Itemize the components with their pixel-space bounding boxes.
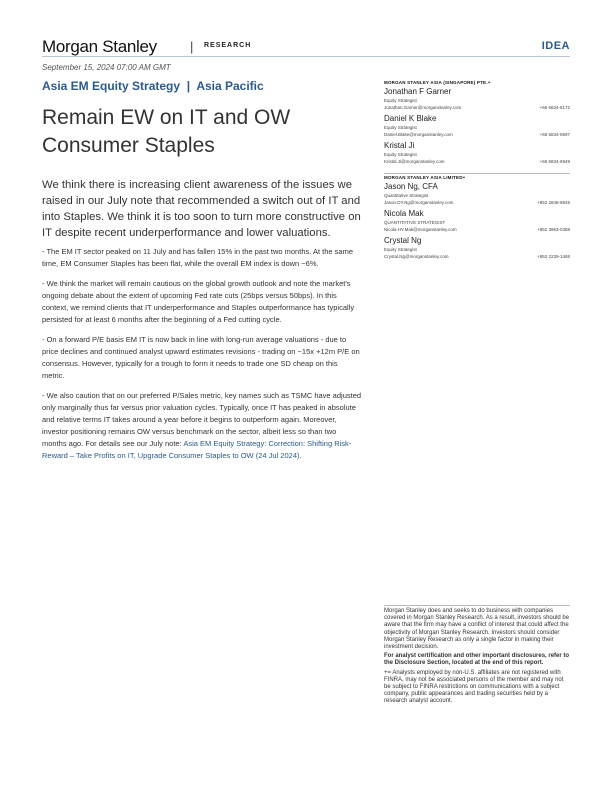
analyst-card <box>384 87 570 112</box>
analyst-phone: +65 6834-6949 <box>539 159 570 164</box>
analyst-card <box>384 209 570 234</box>
org-name: MORGAN STANLEY ASIA (SINGAPORE) PTE.+ <box>384 80 491 85</box>
analyst-role: Equity Strategist <box>384 152 417 157</box>
finra-notice: += Analysts employed by non-U.S. affiliates are not registered with FINRA, may not be associated persons of the member and may not be subject to FINRA restrictions on communications with a subject company, public appearances and trading securities held by a research analyst account. <box>384 669 564 705</box>
disclaimer-box <box>384 608 570 708</box>
analyst-name: Kristal Ji <box>384 141 415 150</box>
analyst-role: Equity Strategist <box>384 125 417 130</box>
analyst-phone: +65 6834-6597 <box>539 132 570 137</box>
report-title: Remain EW on IT and OW Consumer Staples <box>42 106 291 157</box>
analyst-role: Quantitative Strategist <box>384 193 429 198</box>
research-label: RESEARCH <box>204 42 252 49</box>
subject-separator: | <box>186 79 191 93</box>
analyst-card <box>384 182 570 207</box>
morgan-stanley-logo: Morgan Stanley <box>42 37 157 56</box>
header-separator: | <box>190 39 194 54</box>
analyst-email[interactable]: Jonathan.Garner@morganstanley.com <box>384 105 462 110</box>
analyst-name: Jason Ng, CFA <box>384 182 438 191</box>
publication-date: September 15, 2024 07:00 AM GMT <box>42 63 171 72</box>
analyst-card <box>384 236 570 261</box>
region-name: Asia Pacific <box>196 79 264 93</box>
strategy-name: Asia EM Equity Strategy <box>42 79 181 93</box>
bullet-text: - We also caution that on our preferred P/Sales metric, key names such as TSMC have adjusted only marginally thus far versus prior valuation cycles. Typically, once IT has peaked in absolute and relative terms IT takes around a year before it begins to outperform again. Moreover, investor positioning remains OW versus benchmark on the sector, albeit less so than two months ago. For details see our July note: <box>42 391 362 448</box>
bullet-point: - The EM IT sector peaked on 11 July and has fallen 15% in the past two months. At the same time, EM Consumer Staples has been flat, while the overall EM index is down ~6%. <box>42 247 354 268</box>
certification-notice: For analyst certification and other important disclosures, refer to the Disclosure Section, located at the end of this report. <box>384 653 570 667</box>
analyst-contacts <box>384 78 570 261</box>
analyst-role: Equity Strategist <box>384 247 417 252</box>
analyst-email[interactable]: Nicola.HY.Mak@morganstanley.com <box>384 227 457 232</box>
analyst-email[interactable]: Daniel.Blake@morganstanley.com <box>384 132 453 137</box>
analyst-name: Crystal Ng <box>384 236 422 245</box>
org-name: MORGAN STANLEY ASIA LIMITED+ <box>384 173 570 180</box>
bullet-point: - On a forward P/E basis EM IT is now back in line with long-run average valuations - due to price declines and continued analyst upward estimates revisions - trading on ~15x +12m P/E on consensus. However, typically for a trough to form it needs to trade one SD cheap on this metric. <box>42 335 360 380</box>
analyst-name: Nicola Mak <box>384 209 424 218</box>
conflict-notice: Morgan Stanley does and seeks to do business with companies covered in Morgan Stanley Research. As a result, investors should be aware that the firm may have a conflict of interest that could affect the objectivity of Morgan Stanley Research. Investors should consider Morgan Stanley Research as only a single factor in making their investment decision. <box>384 608 570 651</box>
bullet-end: . <box>299 451 302 460</box>
header-rule <box>42 56 570 57</box>
subject-line <box>42 79 264 93</box>
analyst-name: Jonathan F Garner <box>384 87 452 96</box>
analyst-email[interactable]: Jason.DY.Ng@morganstanley.com <box>384 200 454 205</box>
analyst-email[interactable]: Kristal.Ji@morganstanley.com <box>384 159 445 164</box>
analyst-phone: +852 3963-0368 <box>537 227 570 232</box>
lead-paragraph: We think there is increasing client awareness of the issues we raised in our July note that recommended a switch out of IT and into Staples. We think it is too soon to turn more constructive on IT despite recent underperformance and lower valuations. <box>42 179 361 239</box>
idea-badge: IDEA <box>541 40 570 52</box>
analyst-card <box>384 114 570 139</box>
analyst-card <box>384 141 570 166</box>
analyst-phone: +65 6834-8172 <box>539 105 570 110</box>
analyst-role: QUANTITATIVE STRATEGIST <box>384 220 446 225</box>
bullet-list <box>42 246 362 470</box>
july-note-link[interactable]: Asia EM Equity Strategy: Correction: Shifting Risk-Reward – Take Profits on IT, Upgrade Consumer Staples to OW (24 Jul 2024) <box>42 439 352 460</box>
analyst-name: Daniel K Blake <box>384 114 437 123</box>
analyst-phone: +852 2239-1468 <box>537 254 570 259</box>
bullet-point: - We think the market will remain cautious on the global growth outlook and note the market's ongoing debate about the extent of upcoming Fed rate cuts (25bps versus 50bps). In this context, we remind clients that IT underperformance and Staples outperformance has typically persisted for at least 6 months after the beginning of a Fed cutting cycle. <box>42 279 355 324</box>
disclaimer-rule <box>384 605 570 606</box>
analyst-email[interactable]: Crystal.Ng@morganstanley.com <box>384 254 449 259</box>
bullet-point-last <box>42 390 362 462</box>
analyst-role: Equity Strategist <box>384 98 417 103</box>
analyst-phone: +852 2848-8845 <box>537 200 570 205</box>
